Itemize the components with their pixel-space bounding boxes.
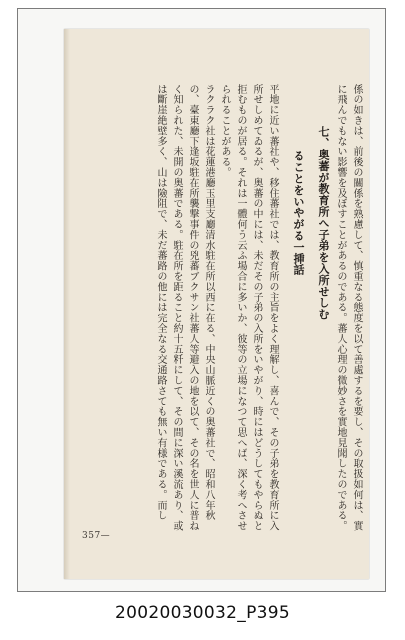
paragraph-body-2: ラクラク社は花蓮港廳玉里支廳清水駐在所以西に在る、中央山脈近くの奥蕃社で、昭和八年秋の、臺東廳下逢坂駐在所襲撃事件の兇蕃ブクサン社蕃人等避入の地を以て、その名を世人に普ねく知られた、未開の奥蕃である。駐在所を距ること約十五粁にして、その間に深い溪流あり、或は斷崖絶壁多く、山は險阻で、未だ蕃路の他には完全なる交通路さても無い有様である。而し	[155, 84, 214, 532]
image-caption: 20020030032_P395	[115, 603, 290, 623]
document-card	[17, 8, 386, 592]
section-subheading: ることをいやがる一挿話	[292, 150, 305, 276]
page-number: 357—	[82, 531, 111, 541]
paragraph-body-1: 平地に近い蕃社や、移住蕃社では、教育所の主旨をよく理解し、喜んで、その子弟を教育所に入所せしめてゐるが、奥蕃の中には、未だその子弟の入所をいやがり、時にはどうしてもやらぬと拒むものが居る。それは一體何う云ふ場合に多いか、彼等の立場になつて思へば、深く考へさせられることがある。	[219, 84, 278, 532]
book-page	[64, 29, 369, 579]
paragraph-previous-section: 係の如きは、前後の關係を熟慮して、慎重なる態度を以て善處するを要し、その取扱如何は、實に飛んでもない影響を及ぼすことがあるのである。蕃人心理の微妙さを實地見聞したのである。	[335, 84, 362, 532]
section-heading: 七、奥蕃が教育所へ子弟を入所せしむ	[317, 126, 330, 320]
page-fold-shadow	[64, 29, 70, 579]
vertical-text-block	[114, 84, 364, 534]
